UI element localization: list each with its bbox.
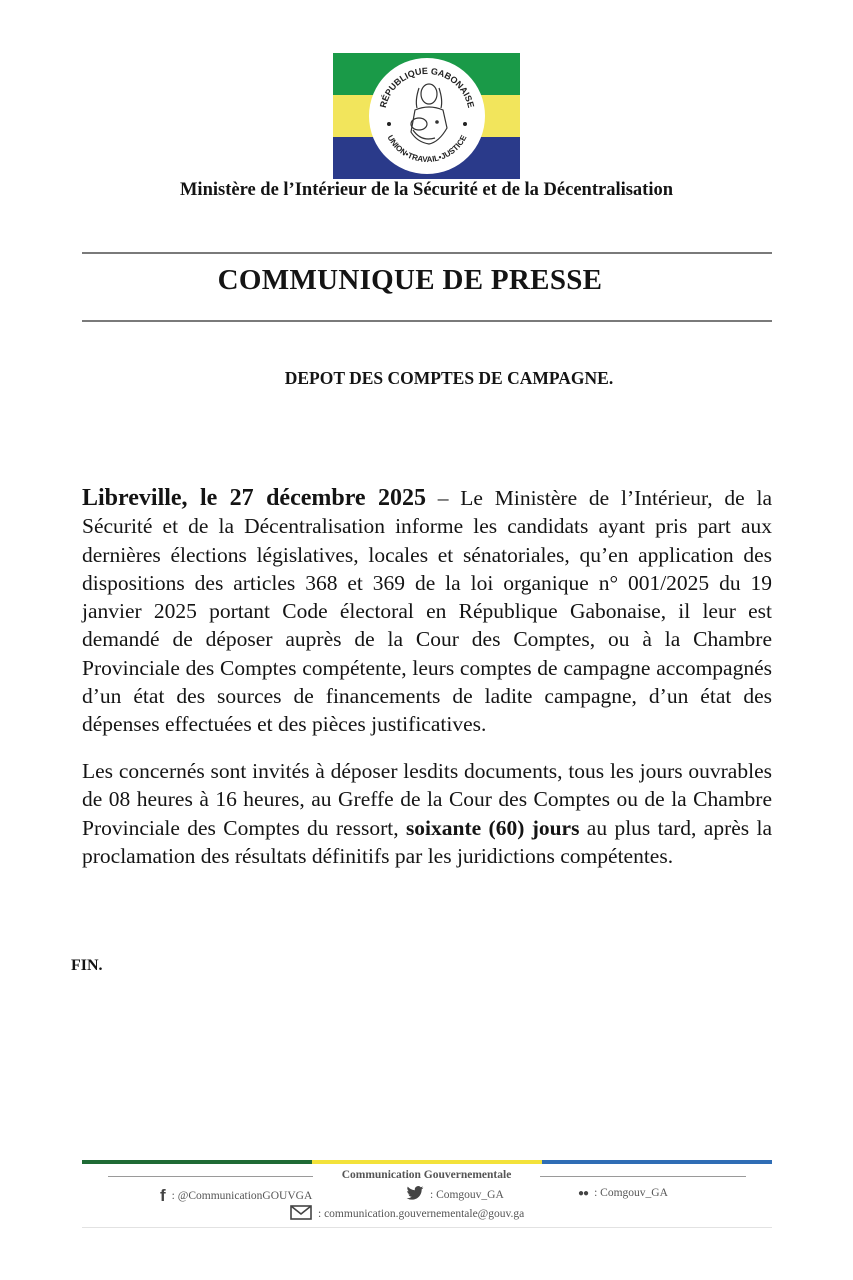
seal-bottom-text: UNION•TRAVAIL•JUSTICE	[384, 133, 469, 165]
email-contact[interactable]	[290, 1205, 524, 1223]
flickr-handle[interactable]: : Comgouv_GA	[594, 1187, 668, 1199]
document-subject: DEPOT DES COMPTES DE CAMPAGNE.	[284, 368, 614, 388]
facebook-handle[interactable]: : @CommunicationGOUVGA	[171, 1190, 313, 1202]
facebook-contact[interactable]	[160, 1186, 312, 1206]
paragraph-2-text-end: au plus tard, après la proclamation des résultats définitifs par les juridictions compétentes.	[82, 815, 772, 868]
email-address[interactable]: : communication.gouvernementale@gouv.ga	[318, 1208, 525, 1220]
body-paragraph-2	[82, 757, 772, 870]
twitter-handle[interactable]: : Comgouv_GA	[430, 1188, 504, 1201]
top-divider	[82, 252, 772, 254]
deadline-emphasis: soixante (60) jours	[405, 815, 580, 840]
footer-title-line-right	[540, 1176, 746, 1177]
svg-text:RÉPUBLIQUE GABONAISE	[377, 66, 475, 109]
seal-top-text: RÉPUBLIQUE GABONAISE	[377, 65, 476, 109]
body-paragraph-1	[82, 484, 772, 739]
twitter-contact[interactable]	[406, 1186, 504, 1203]
footer-bar-blue	[542, 1160, 772, 1164]
document-title: COMMUNIQUE DE PRESSE	[217, 264, 603, 296]
paragraph-1-text: – Le Ministère de l’Intérieur, de la Sécurité et de la Décentralisation informe les candidats ayant pris part aux dernières élections législatives, locales et sénatoriales, qu’en application des dispositions des articles 368 et 369 de la loi organique n° 001/2025 du 19 janvier 2025 portant Code électoral en République Gabonaise, il leur est demandé de déposer auprès de la Cour des Comptes, ou à la Chambre Provinciale des Comptes compétente, leurs comptes de campagne accompagnés d’un état des sources de financements de ladite campagne, d’un état des dépenses effectuées et des pièces justificatives.	[82, 486, 772, 737]
footer-title: Communication Gouvernementale	[341, 1169, 512, 1181]
footer-bottom-divider	[82, 1227, 772, 1228]
title-divider	[82, 320, 772, 322]
ministry-name: Ministère de l’Intérieur de la Sécurité et de la Décentralisation	[179, 180, 674, 200]
mail-icon	[290, 1205, 312, 1223]
footer-bar-yellow	[312, 1160, 542, 1164]
paragraph-2-text-start: Les concernés sont invités à déposer lesdits documents, tous les jours ouvrables de 08 heures à 16 heures, au Greffe de la Cour des Comptes ou de la Chambre Provinciale des Comptes du ressort,	[82, 759, 772, 840]
seal-icon	[369, 58, 485, 174]
flickr-icon: ●●	[578, 1187, 589, 1199]
footer-bar-green	[82, 1160, 312, 1164]
flickr-contact[interactable]	[578, 1187, 668, 1199]
svg-text:UNION•TRAVAIL•JUSTICE	[385, 133, 468, 164]
end-mark: FIN.	[71, 957, 103, 974]
republic-emblem	[333, 53, 520, 179]
facebook-icon: f	[160, 1186, 166, 1205]
twitter-icon	[406, 1186, 424, 1203]
dateline: Libreville, le 27 décembre 2025	[82, 485, 426, 511]
